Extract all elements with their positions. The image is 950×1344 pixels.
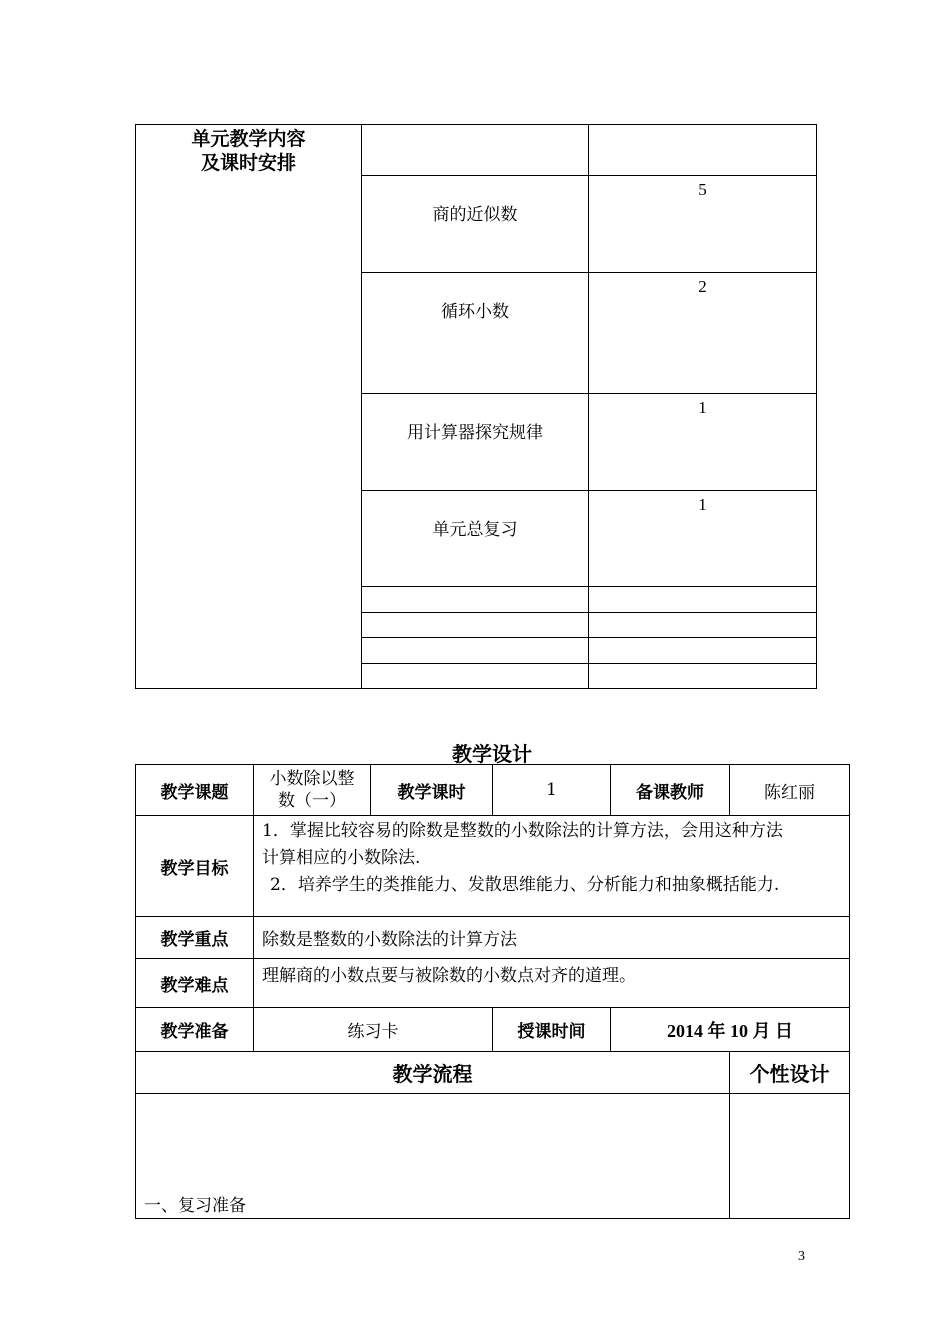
goal-label: 教学目标 bbox=[136, 816, 254, 917]
empty-cell bbox=[362, 125, 589, 176]
focus-value: 除数是整数的小数除法的计算方法 bbox=[254, 917, 850, 959]
lesson-name: 循环小数 bbox=[441, 302, 509, 322]
goal-content bbox=[254, 816, 850, 917]
lesson-hours: 1 bbox=[698, 398, 707, 417]
difficulty-value: 理解商的小数点要与被除数的小数点对齐的道理。 bbox=[254, 959, 850, 1008]
focus-label: 教学重点 bbox=[136, 917, 254, 959]
unit-schedule-table bbox=[135, 124, 817, 689]
unit-header-line2: 及课时安排 bbox=[200, 152, 296, 174]
prep-value: 练习卡 bbox=[254, 1008, 493, 1052]
goal-line1: 1．掌握比较容易的除数是整数的小数除法的计算方法，会用这种方法 bbox=[262, 821, 783, 841]
topic-value bbox=[254, 765, 371, 816]
lesson-name: 单元总复习 bbox=[432, 520, 518, 540]
teacher-label: 备课教师 bbox=[611, 765, 730, 816]
goal-line3: 2．培养学生的类推能力、发散思维能力、分析能力和抽象概括能力. bbox=[270, 875, 780, 895]
personal-design-body bbox=[730, 1094, 850, 1219]
flow-first-step: 一、复习准备 bbox=[144, 1196, 246, 1216]
section-title: 教学设计 bbox=[452, 742, 532, 766]
topic-label: 教学课题 bbox=[136, 765, 254, 816]
lesson-name: 用计算器探究规律 bbox=[407, 423, 543, 443]
lesson-design-table bbox=[135, 764, 850, 1219]
page-number: 3 bbox=[798, 1249, 805, 1264]
difficulty-label: 教学难点 bbox=[136, 959, 254, 1008]
lesson-hours: 5 bbox=[698, 180, 707, 199]
unit-header-line1: 单元教学内容 bbox=[191, 128, 306, 150]
topic-line2: 数（一） bbox=[278, 791, 346, 811]
empty-cell bbox=[589, 125, 817, 176]
time-value: 2014 年 10 月 日 bbox=[611, 1008, 850, 1052]
goal-line2: 计算相应的小数除法. bbox=[262, 848, 421, 868]
personal-design-header: 个性设计 bbox=[730, 1052, 850, 1094]
time-label: 授课时间 bbox=[493, 1008, 611, 1052]
lesson-hours: 1 bbox=[698, 495, 707, 514]
topic-line1: 小数除以整 bbox=[269, 769, 355, 789]
hours-value: 1 bbox=[493, 765, 611, 816]
unit-header-cell bbox=[136, 125, 362, 689]
prep-label: 教学准备 bbox=[136, 1008, 254, 1052]
teacher-value: 陈红丽 bbox=[730, 765, 850, 816]
flow-body bbox=[136, 1094, 730, 1219]
flow-header: 教学流程 bbox=[136, 1052, 730, 1094]
lesson-name: 商的近似数 bbox=[432, 205, 518, 225]
hours-label: 教学课时 bbox=[371, 765, 493, 816]
lesson-hours: 2 bbox=[698, 277, 707, 296]
